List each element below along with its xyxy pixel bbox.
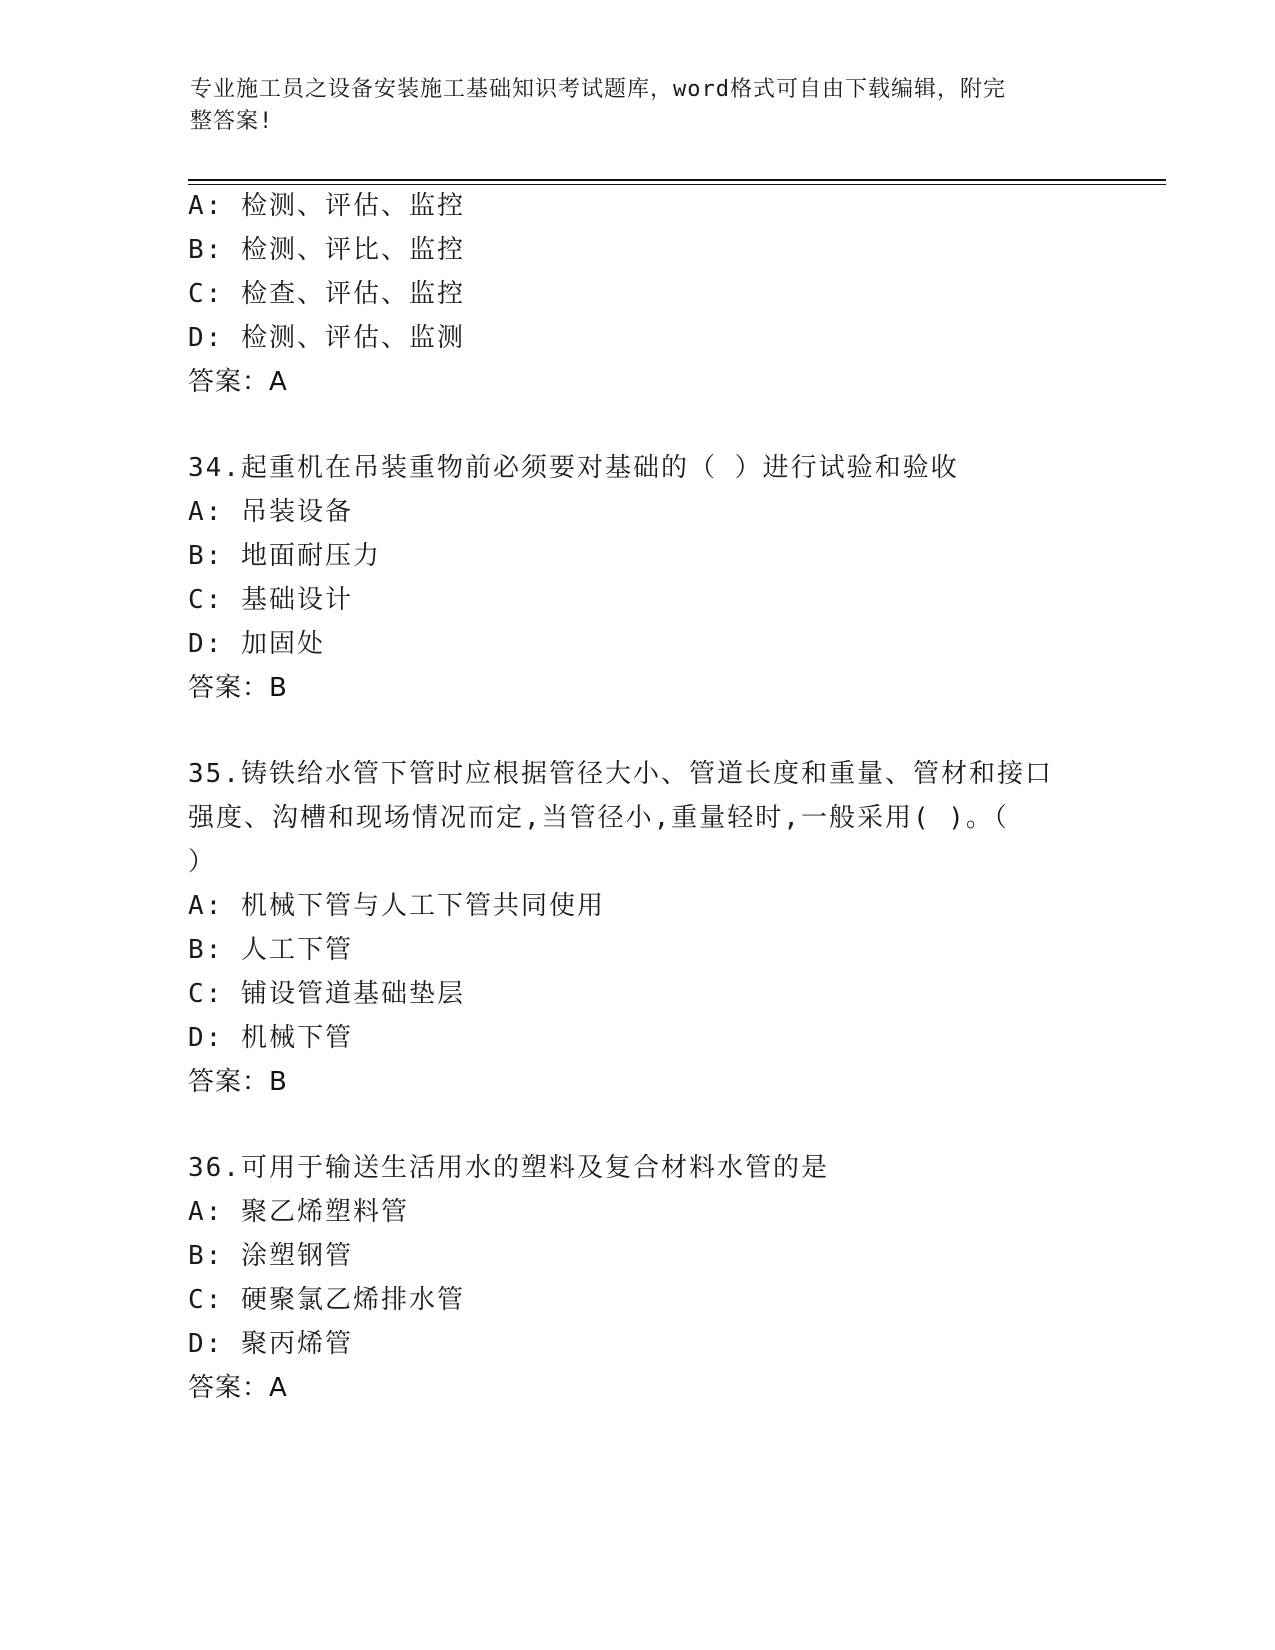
q36-option-c: C: 硬聚氯乙烯排水管 — [188, 1285, 465, 1315]
header-divider-thick — [188, 179, 1166, 181]
q33-option-c: C: 检查、评估、监控 — [188, 279, 465, 309]
header-line-2: 整答案! — [190, 109, 274, 134]
q36-option-b: B: 涂塑钢管 — [188, 1241, 353, 1271]
q34-option-d: D: 加固处 — [188, 629, 325, 659]
q34-option-b: B: 地面耐压力 — [188, 541, 381, 571]
q33-answer: 答案：A — [188, 367, 288, 397]
q35-stem-line-2: 强度、沟槽和现场情况而定,当管径小,重量轻时,一般采用( )。（ — [188, 803, 1009, 833]
q34-option-a: A: 吊装设备 — [188, 497, 353, 527]
q33-option-d: D: 检测、评估、监测 — [188, 323, 465, 353]
q35-answer: 答案：B — [188, 1067, 288, 1097]
header-line-1: 专业施工员之设备安装施工基础知识考试题库，word格式可自由下载编辑，附完 — [190, 77, 1006, 102]
header-divider-thin — [188, 184, 1166, 185]
q33-option-b: B: 检测、评比、监控 — [188, 235, 465, 265]
q35-stem-line-3: ） — [188, 847, 217, 877]
q35-stem-line-1: 35.铸铁给水管下管时应根据管径大小、管道长度和重量、管材和接口 — [188, 759, 1053, 789]
q34-option-c: C: 基础设计 — [188, 585, 353, 615]
q35-option-c: C: 铺设管道基础垫层 — [188, 979, 465, 1009]
q36-option-a: A: 聚乙烯塑料管 — [188, 1197, 409, 1227]
q35-option-a: A: 机械下管与人工下管共同使用 — [188, 891, 605, 921]
document-header — [190, 74, 1090, 138]
q35-option-d: D: 机械下管 — [188, 1023, 353, 1053]
q36-stem: 36.可用于输送生活用水的塑料及复合材料水管的是 — [188, 1153, 829, 1183]
q34-answer: 答案：B — [188, 673, 288, 703]
q36-answer: 答案：A — [188, 1373, 288, 1403]
q36-option-d: D: 聚丙烯管 — [188, 1329, 353, 1359]
q33-option-a: A: 检测、评估、监控 — [188, 191, 465, 221]
q34-stem: 34.起重机在吊装重物前必须要对基础的（ ）进行试验和验收 — [188, 453, 959, 483]
q35-option-b: B: 人工下管 — [188, 935, 353, 965]
